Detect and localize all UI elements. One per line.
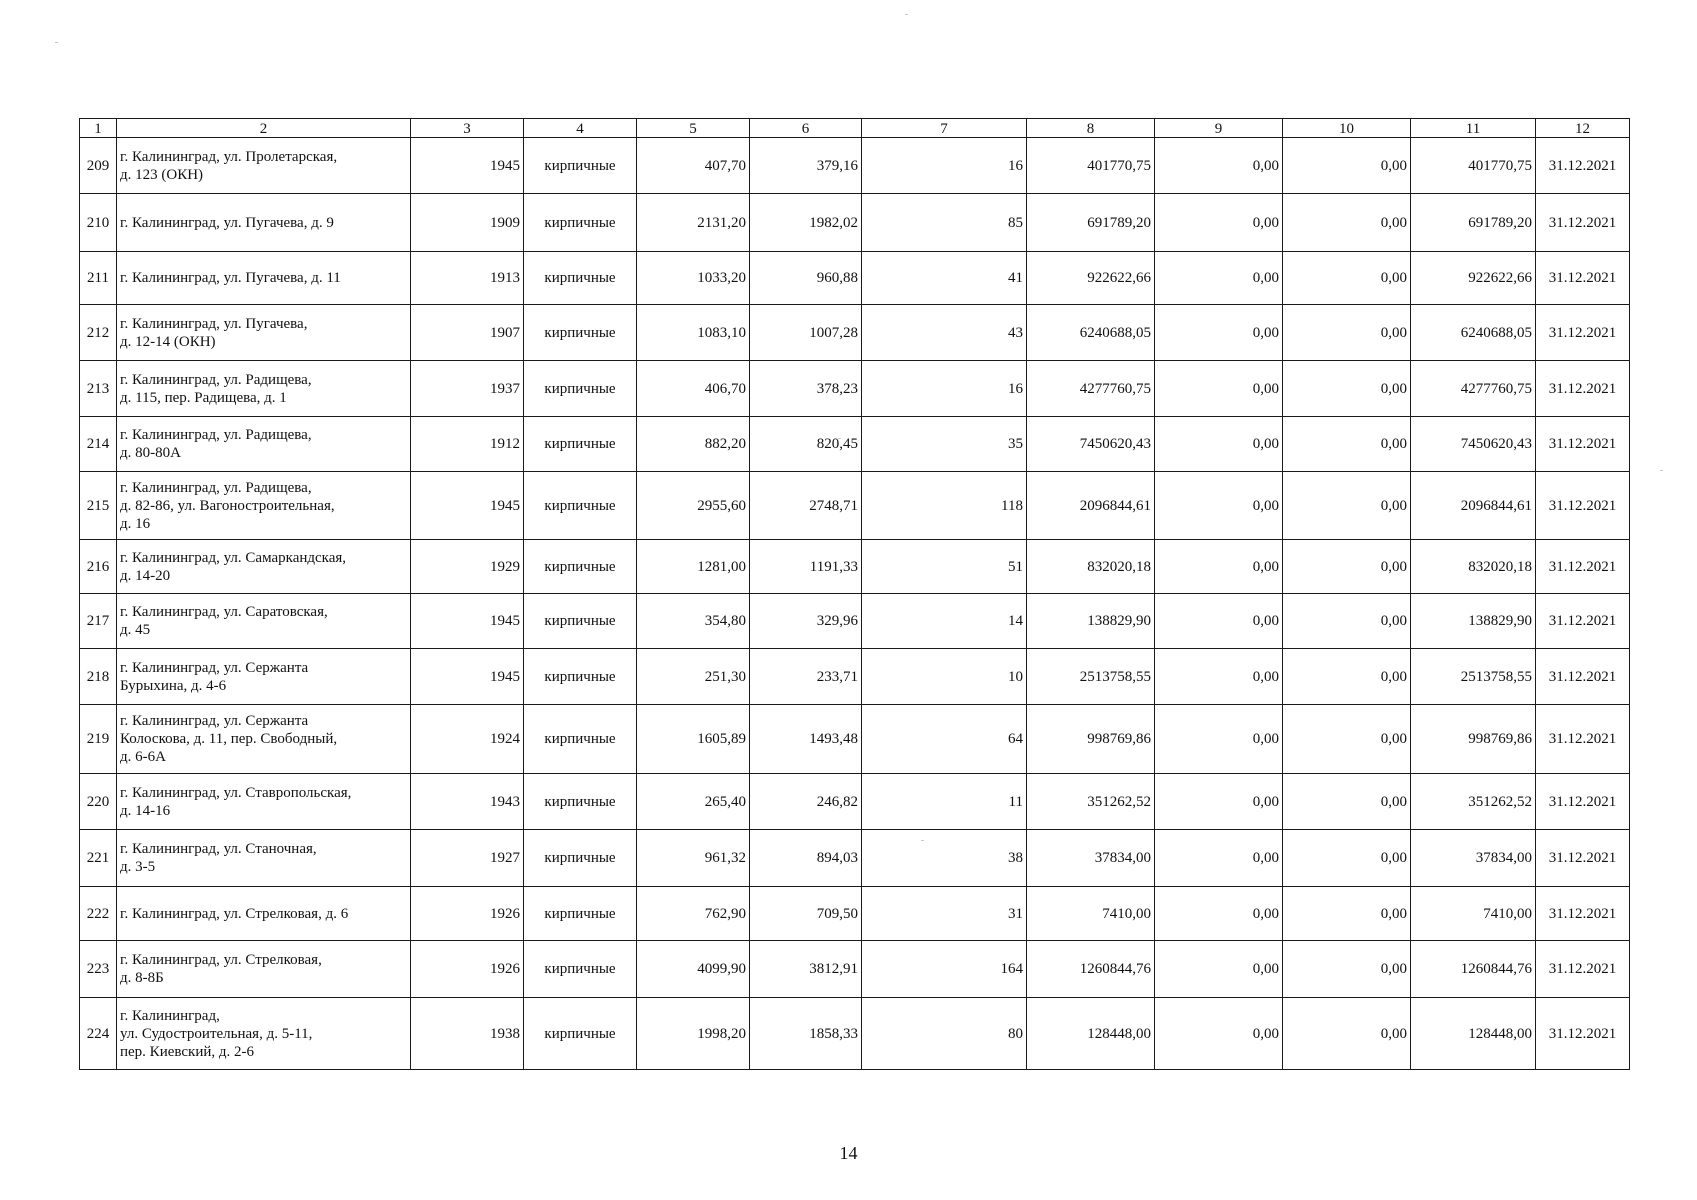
- column-8-cell: 6240688,05: [1027, 305, 1155, 361]
- column-5-cell: 1083,10: [637, 305, 750, 361]
- date-cell: 31.12.2021: [1536, 138, 1630, 194]
- column-6-cell: 1858,33: [750, 998, 862, 1070]
- address-line: г. Калининград, ул. Радищева,: [120, 427, 312, 443]
- column-9-cell: 0,00: [1155, 941, 1283, 998]
- address-line: г. Калининград, ул. Радищева,: [120, 371, 312, 388]
- column-11-cell: 138829,90: [1411, 594, 1536, 649]
- address-line: д. 123 (ОКН): [120, 166, 204, 183]
- column-11-cell: 6240688,05: [1411, 305, 1536, 361]
- column-8-cell: 401770,75: [1027, 138, 1155, 194]
- column-9-cell: 0,00: [1155, 138, 1283, 194]
- column-10-cell: 0,00: [1283, 194, 1411, 252]
- row-number-cell: 218: [80, 649, 117, 705]
- wall-material-cell: кирпичные: [524, 830, 637, 887]
- column-header: 6: [750, 119, 862, 138]
- address-line: г. Калининград, ул. Самаркандская,: [120, 549, 347, 566]
- column-9-cell: 0,00: [1155, 649, 1283, 705]
- column-10-cell: 0,00: [1283, 417, 1411, 472]
- column-header: 8: [1027, 119, 1155, 138]
- address-line: д. 12-14 (ОКН): [120, 333, 216, 350]
- address-cell: [117, 774, 411, 830]
- date-cell: 31.12.2021: [1536, 417, 1630, 472]
- column-6-cell: 1007,28: [750, 305, 862, 361]
- column-10-cell: 0,00: [1283, 252, 1411, 305]
- date-cell: 31.12.2021: [1536, 194, 1630, 252]
- wall-material-cell: кирпичные: [524, 774, 637, 830]
- row-number-cell: 219: [80, 705, 117, 774]
- year-cell: 1926: [411, 887, 524, 941]
- column-11-cell: 1260844,76: [1411, 941, 1536, 998]
- row-number-cell: 216: [80, 540, 117, 594]
- column-6-cell: 820,45: [750, 417, 862, 472]
- address-line: г. Калининград, ул. Ставропольская,: [120, 784, 352, 801]
- column-5-cell: 1998,20: [637, 998, 750, 1070]
- row-number-cell: 211: [80, 252, 117, 305]
- address-line: г. Калининград, ул. Пугачева, д. 9: [120, 214, 334, 231]
- column-9-cell: 0,00: [1155, 540, 1283, 594]
- column-header: 9: [1155, 119, 1283, 138]
- table-row: [80, 540, 1630, 594]
- address-cell: [117, 472, 411, 540]
- table-row: [80, 941, 1630, 998]
- column-7-cell: 85: [862, 194, 1027, 252]
- address-cell: [117, 941, 411, 998]
- table-row: [80, 361, 1630, 417]
- column-9-cell: 0,00: [1155, 361, 1283, 417]
- row-number-cell: 224: [80, 998, 117, 1070]
- column-8-cell: 2096844,61: [1027, 472, 1155, 540]
- date-cell: 31.12.2021: [1536, 998, 1630, 1070]
- year-cell: 1913: [411, 252, 524, 305]
- column-10-cell: 0,00: [1283, 540, 1411, 594]
- column-10-cell: 0,00: [1283, 649, 1411, 705]
- year-cell: 1927: [411, 830, 524, 887]
- address-cell: [117, 649, 411, 705]
- wall-material-cell: кирпичные: [524, 540, 637, 594]
- address-line: д. 14-16: [120, 802, 171, 819]
- date-cell: 31.12.2021: [1536, 594, 1630, 649]
- column-11-cell: 7450620,43: [1411, 417, 1536, 472]
- column-6-cell: 379,16: [750, 138, 862, 194]
- year-cell: 1912: [411, 417, 524, 472]
- column-9-cell: 0,00: [1155, 594, 1283, 649]
- address-line: г. Калининград, ул. Сержанта: [120, 713, 309, 729]
- column-header: 2: [117, 119, 411, 138]
- table-row: [80, 594, 1630, 649]
- column-10-cell: 0,00: [1283, 138, 1411, 194]
- address-line: пер. Киевский, д. 2-6: [120, 1043, 254, 1060]
- address-line: д. 6-6А: [120, 749, 166, 765]
- table-row: [80, 705, 1630, 774]
- column-9-cell: 0,00: [1155, 774, 1283, 830]
- column-9-cell: 0,00: [1155, 705, 1283, 774]
- column-8-cell: 7450620,43: [1027, 417, 1155, 472]
- column-5-cell: 4099,90: [637, 941, 750, 998]
- column-10-cell: 0,00: [1283, 594, 1411, 649]
- column-10-cell: 0,00: [1283, 305, 1411, 361]
- column-7-cell: 14: [862, 594, 1027, 649]
- column-header: 7: [862, 119, 1027, 138]
- column-6-cell: 894,03: [750, 830, 862, 887]
- date-cell: 31.12.2021: [1536, 887, 1630, 941]
- column-5-cell: 406,70: [637, 361, 750, 417]
- address-cell: [117, 594, 411, 649]
- wall-material-cell: кирпичные: [524, 305, 637, 361]
- address-cell: [117, 705, 411, 774]
- column-6-cell: 1493,48: [750, 705, 862, 774]
- column-8-cell: 351262,52: [1027, 774, 1155, 830]
- column-header: 3: [411, 119, 524, 138]
- address-cell: [117, 361, 411, 417]
- address-line: г. Калининград, ул. Стрелковая, д. 6: [120, 905, 349, 922]
- column-header: 11: [1411, 119, 1536, 138]
- address-line: г. Калининград, ул. Сержанта: [120, 659, 309, 676]
- column-6-cell: 1191,33: [750, 540, 862, 594]
- column-5-cell: 354,80: [637, 594, 750, 649]
- column-header: 5: [637, 119, 750, 138]
- address-line: д. 8-8Б: [120, 970, 164, 986]
- address-cell: [117, 998, 411, 1070]
- column-6-cell: 709,50: [750, 887, 862, 941]
- column-6-cell: 233,71: [750, 649, 862, 705]
- address-cell: [117, 417, 411, 472]
- wall-material-cell: кирпичные: [524, 649, 637, 705]
- column-8-cell: 37834,00: [1027, 830, 1155, 887]
- table-row: [80, 649, 1630, 705]
- page-number: 14: [839, 1143, 858, 1163]
- column-6-cell: 960,88: [750, 252, 862, 305]
- scan-speck: [1660, 470, 1663, 471]
- year-cell: 1924: [411, 705, 524, 774]
- column-7-cell: 16: [862, 138, 1027, 194]
- column-11-cell: 128448,00: [1411, 998, 1536, 1070]
- address-line: Колоскова, д. 11, пер. Свободный,: [120, 731, 338, 747]
- address-line: д. 80-80А: [120, 445, 181, 461]
- row-number-cell: 210: [80, 194, 117, 252]
- date-cell: 31.12.2021: [1536, 252, 1630, 305]
- wall-material-cell: кирпичные: [524, 941, 637, 998]
- column-11-cell: 351262,52: [1411, 774, 1536, 830]
- column-6-cell: 246,82: [750, 774, 862, 830]
- table-row: [80, 998, 1630, 1070]
- registry-table-body: [80, 138, 1630, 1070]
- column-7-cell: 118: [862, 472, 1027, 540]
- row-number-cell: 222: [80, 887, 117, 941]
- column-11-cell: 2513758,55: [1411, 649, 1536, 705]
- table-row: [80, 830, 1630, 887]
- column-7-cell: 35: [862, 417, 1027, 472]
- column-11-cell: 832020,18: [1411, 540, 1536, 594]
- column-5-cell: 251,30: [637, 649, 750, 705]
- column-8-cell: 691789,20: [1027, 194, 1155, 252]
- column-8-cell: 922622,66: [1027, 252, 1155, 305]
- address-line: г. Калининград, ул. Пролетарская,: [120, 148, 338, 165]
- column-6-cell: 329,96: [750, 594, 862, 649]
- column-5-cell: 1605,89: [637, 705, 750, 774]
- column-8-cell: 4277760,75: [1027, 361, 1155, 417]
- column-10-cell: 0,00: [1283, 361, 1411, 417]
- housing-registry-table: [79, 118, 1630, 1070]
- column-9-cell: 0,00: [1155, 887, 1283, 941]
- date-cell: 31.12.2021: [1536, 830, 1630, 887]
- column-7-cell: 164: [862, 941, 1027, 998]
- column-8-cell: 832020,18: [1027, 540, 1155, 594]
- column-8-cell: 138829,90: [1027, 594, 1155, 649]
- column-11-cell: 998769,86: [1411, 705, 1536, 774]
- row-number-cell: 209: [80, 138, 117, 194]
- column-header: 4: [524, 119, 637, 138]
- date-cell: 31.12.2021: [1536, 305, 1630, 361]
- column-5-cell: 407,70: [637, 138, 750, 194]
- column-5-cell: 762,90: [637, 887, 750, 941]
- date-cell: 31.12.2021: [1536, 472, 1630, 540]
- column-7-cell: 64: [862, 705, 1027, 774]
- column-7-cell: 41: [862, 252, 1027, 305]
- date-cell: 31.12.2021: [1536, 705, 1630, 774]
- address-line: г. Калининград, ул. Пугачева, д. 11: [120, 270, 341, 286]
- wall-material-cell: кирпичные: [524, 472, 637, 540]
- address-line: д. 82-86, ул. Вагоностроительная,: [120, 497, 335, 514]
- address-line: г. Калининград, ул. Стрелковая,: [120, 952, 322, 968]
- year-cell: 1945: [411, 594, 524, 649]
- column-8-cell: 998769,86: [1027, 705, 1155, 774]
- column-number-header-row: [80, 119, 1630, 138]
- column-8-cell: 128448,00: [1027, 998, 1155, 1070]
- wall-material-cell: кирпичные: [524, 417, 637, 472]
- column-7-cell: 80: [862, 998, 1027, 1070]
- column-11-cell: 2096844,61: [1411, 472, 1536, 540]
- address-cell: [117, 305, 411, 361]
- column-5-cell: 2131,20: [637, 194, 750, 252]
- table-row: [80, 138, 1630, 194]
- table-row: [80, 305, 1630, 361]
- address-line: ул. Судостроительная, д. 5-11,: [120, 1025, 313, 1042]
- column-11-cell: 691789,20: [1411, 194, 1536, 252]
- column-10-cell: 0,00: [1283, 887, 1411, 941]
- column-8-cell: 2513758,55: [1027, 649, 1155, 705]
- row-number-cell: 223: [80, 941, 117, 998]
- column-6-cell: 2748,71: [750, 472, 862, 540]
- column-10-cell: 0,00: [1283, 830, 1411, 887]
- row-number-cell: 220: [80, 774, 117, 830]
- address-line: г. Калининград, ул. Станочная,: [120, 841, 317, 857]
- column-7-cell: 43: [862, 305, 1027, 361]
- wall-material-cell: кирпичные: [524, 887, 637, 941]
- row-number-cell: 215: [80, 472, 117, 540]
- year-cell: 1945: [411, 649, 524, 705]
- column-6-cell: 3812,91: [750, 941, 862, 998]
- year-cell: 1909: [411, 194, 524, 252]
- wall-material-cell: кирпичные: [524, 194, 637, 252]
- year-cell: 1945: [411, 472, 524, 540]
- address-line: д. 115, пер. Радищева, д. 1: [120, 389, 287, 406]
- wall-material-cell: кирпичные: [524, 705, 637, 774]
- address-line: Бурыхина, д. 4-6: [120, 677, 227, 694]
- scan-speck: [55, 42, 58, 43]
- date-cell: 31.12.2021: [1536, 774, 1630, 830]
- year-cell: 1945: [411, 138, 524, 194]
- scan-speck: [905, 14, 908, 15]
- year-cell: 1926: [411, 941, 524, 998]
- column-5-cell: 961,32: [637, 830, 750, 887]
- address-cell: [117, 194, 411, 252]
- table-row: [80, 472, 1630, 540]
- column-11-cell: 401770,75: [1411, 138, 1536, 194]
- column-10-cell: 0,00: [1283, 705, 1411, 774]
- column-7-cell: 38: [862, 830, 1027, 887]
- column-10-cell: 0,00: [1283, 941, 1411, 998]
- column-8-cell: 7410,00: [1027, 887, 1155, 941]
- column-10-cell: 0,00: [1283, 472, 1411, 540]
- column-7-cell: 11: [862, 774, 1027, 830]
- column-11-cell: 4277760,75: [1411, 361, 1536, 417]
- column-11-cell: 7410,00: [1411, 887, 1536, 941]
- address-line: г. Калининград,: [120, 1007, 220, 1024]
- column-9-cell: 0,00: [1155, 194, 1283, 252]
- column-8-cell: 1260844,76: [1027, 941, 1155, 998]
- column-9-cell: 0,00: [1155, 472, 1283, 540]
- date-cell: 31.12.2021: [1536, 941, 1630, 998]
- column-5-cell: 882,20: [637, 417, 750, 472]
- column-5-cell: 1033,20: [637, 252, 750, 305]
- date-cell: 31.12.2021: [1536, 540, 1630, 594]
- wall-material-cell: кирпичные: [524, 594, 637, 649]
- column-header: 10: [1283, 119, 1411, 138]
- column-11-cell: 37834,00: [1411, 830, 1536, 887]
- column-11-cell: 922622,66: [1411, 252, 1536, 305]
- date-cell: 31.12.2021: [1536, 649, 1630, 705]
- column-6-cell: 1982,02: [750, 194, 862, 252]
- column-7-cell: 31: [862, 887, 1027, 941]
- address-line: д. 16: [120, 515, 151, 532]
- column-9-cell: 0,00: [1155, 417, 1283, 472]
- table-row: [80, 774, 1630, 830]
- column-header: 1: [80, 119, 117, 138]
- table-row: [80, 252, 1630, 305]
- year-cell: 1907: [411, 305, 524, 361]
- year-cell: 1943: [411, 774, 524, 830]
- address-line: д. 45: [120, 622, 151, 638]
- column-9-cell: 0,00: [1155, 305, 1283, 361]
- address-line: г. Калининград, ул. Саратовская,: [120, 604, 328, 620]
- column-10-cell: 0,00: [1283, 998, 1411, 1070]
- date-cell: 31.12.2021: [1536, 361, 1630, 417]
- table-row: [80, 194, 1630, 252]
- address-line: д. 14-20: [120, 567, 171, 584]
- column-5-cell: 1281,00: [637, 540, 750, 594]
- address-cell: [117, 252, 411, 305]
- column-header: 12: [1536, 119, 1630, 138]
- table-row: [80, 887, 1630, 941]
- column-5-cell: 2955,60: [637, 472, 750, 540]
- address-cell: [117, 830, 411, 887]
- column-7-cell: 16: [862, 361, 1027, 417]
- address-line: г. Калининград, ул. Пугачева,: [120, 315, 308, 332]
- column-9-cell: 0,00: [1155, 830, 1283, 887]
- wall-material-cell: кирпичные: [524, 252, 637, 305]
- row-number-cell: 217: [80, 594, 117, 649]
- address-line: д. 3-5: [120, 859, 156, 875]
- year-cell: 1929: [411, 540, 524, 594]
- column-5-cell: 265,40: [637, 774, 750, 830]
- table-row: [80, 417, 1630, 472]
- column-7-cell: 10: [862, 649, 1027, 705]
- wall-material-cell: кирпичные: [524, 998, 637, 1070]
- wall-material-cell: кирпичные: [524, 138, 637, 194]
- column-9-cell: 0,00: [1155, 998, 1283, 1070]
- column-9-cell: 0,00: [1155, 252, 1283, 305]
- address-cell: [117, 887, 411, 941]
- row-number-cell: 214: [80, 417, 117, 472]
- address-cell: [117, 540, 411, 594]
- row-number-cell: 212: [80, 305, 117, 361]
- wall-material-cell: кирпичные: [524, 361, 637, 417]
- row-number-cell: 221: [80, 830, 117, 887]
- address-line: г. Калининград, ул. Радищева,: [120, 479, 312, 496]
- year-cell: 1937: [411, 361, 524, 417]
- column-7-cell: 51: [862, 540, 1027, 594]
- column-6-cell: 378,23: [750, 361, 862, 417]
- address-cell: [117, 138, 411, 194]
- row-number-cell: 213: [80, 361, 117, 417]
- column-10-cell: 0,00: [1283, 774, 1411, 830]
- year-cell: 1938: [411, 998, 524, 1070]
